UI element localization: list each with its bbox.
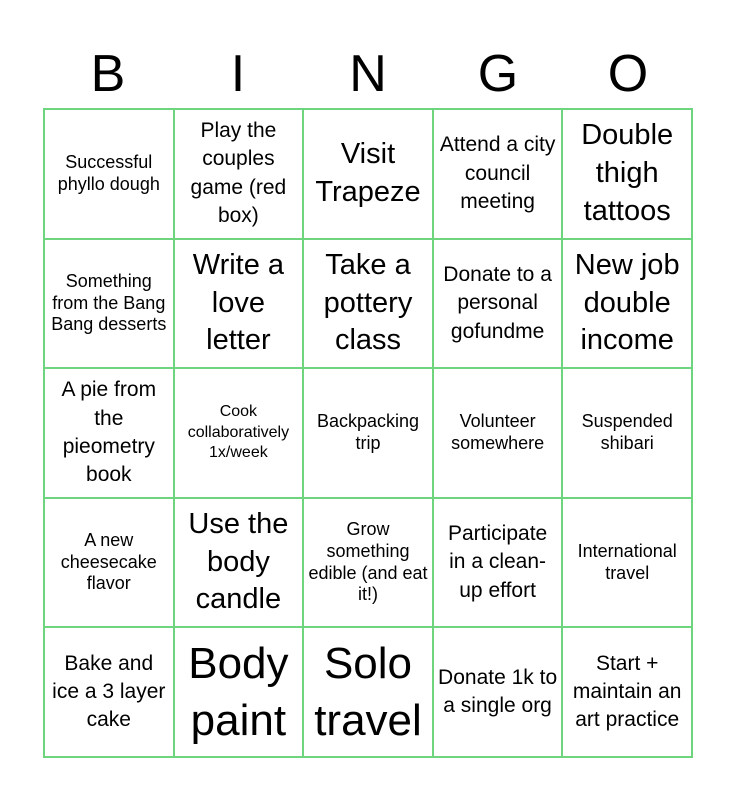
header-letter-i: I (230, 45, 246, 103)
cell-text: New job double income (574, 248, 680, 357)
cell-text: Suspended shibari (581, 411, 673, 453)
cell-text: Start + maintain an art practice (572, 651, 682, 732)
cell-text: Visit Trapeze (315, 138, 421, 208)
bingo-cell[interactable] (562, 627, 692, 757)
cell-text: Double thigh tattoos (581, 119, 674, 227)
header-letter-b: B (90, 45, 126, 103)
cell-text: Something from the Bang Bang desserts (51, 271, 167, 335)
cell-text: Participate in a clean-up effort (447, 522, 548, 602)
cell-text: Cook collaboratively 1x/week (187, 402, 290, 462)
cell-text: Grow something edible (and eat it!) (308, 519, 428, 605)
bingo-cell[interactable] (433, 368, 563, 498)
header-letter-o: O (607, 45, 649, 103)
bingo-cell[interactable] (174, 239, 304, 369)
cell-text: A pie from the pieometry book (61, 378, 157, 487)
bingo-cell[interactable] (303, 239, 433, 369)
cell-text: Bake and ice a 3 layer cake (52, 651, 166, 732)
cell-text: Solo travel (314, 639, 422, 746)
bingo-cell[interactable] (303, 368, 433, 498)
bingo-header (43, 40, 693, 108)
cell-text: Donate to a personal gofundme (443, 262, 552, 343)
bingo-cell[interactable] (44, 109, 174, 239)
bingo-cell[interactable] (44, 239, 174, 369)
cell-text: Body paint (188, 639, 289, 746)
cell-text: Successful phyllo dough (57, 152, 160, 194)
cell-text: A new cheesecake flavor (60, 530, 157, 594)
cell-text: Play the couples game (red box) (190, 119, 287, 228)
bingo-grid (43, 108, 693, 758)
bingo-cell[interactable] (174, 498, 304, 628)
bingo-cell[interactable] (562, 239, 692, 369)
bingo-cell[interactable] (174, 368, 304, 498)
cell-text: International travel (577, 541, 677, 583)
bingo-cell[interactable] (303, 627, 433, 757)
bingo-cell[interactable] (562, 109, 692, 239)
bingo-cell[interactable] (303, 109, 433, 239)
bingo-cell[interactable] (44, 627, 174, 757)
bingo-cell[interactable] (303, 498, 433, 628)
cell-text: Write a love letter (192, 248, 285, 357)
bingo-cell[interactable] (433, 239, 563, 369)
cell-text: Use the body candle (188, 508, 289, 616)
bingo-cell[interactable] (174, 627, 304, 757)
cell-text: Take a pottery class (323, 248, 413, 357)
bingo-cell[interactable] (433, 627, 563, 757)
bingo-cell[interactable] (562, 498, 692, 628)
cell-text: Attend a city council meeting (439, 133, 556, 213)
bingo-cell[interactable] (562, 368, 692, 498)
bingo-cell[interactable] (433, 498, 563, 628)
cell-text: Donate 1k to a single org (438, 665, 558, 718)
bingo-cell[interactable] (433, 109, 563, 239)
bingo-cell[interactable] (44, 368, 174, 498)
header-letter-n: N (349, 45, 387, 103)
bingo-cell[interactable] (44, 498, 174, 628)
header-letter-g: G (477, 45, 519, 103)
cell-text: Volunteer somewhere (451, 411, 545, 453)
bingo-cell[interactable] (174, 109, 304, 239)
cell-text: Backpacking trip (316, 411, 420, 453)
